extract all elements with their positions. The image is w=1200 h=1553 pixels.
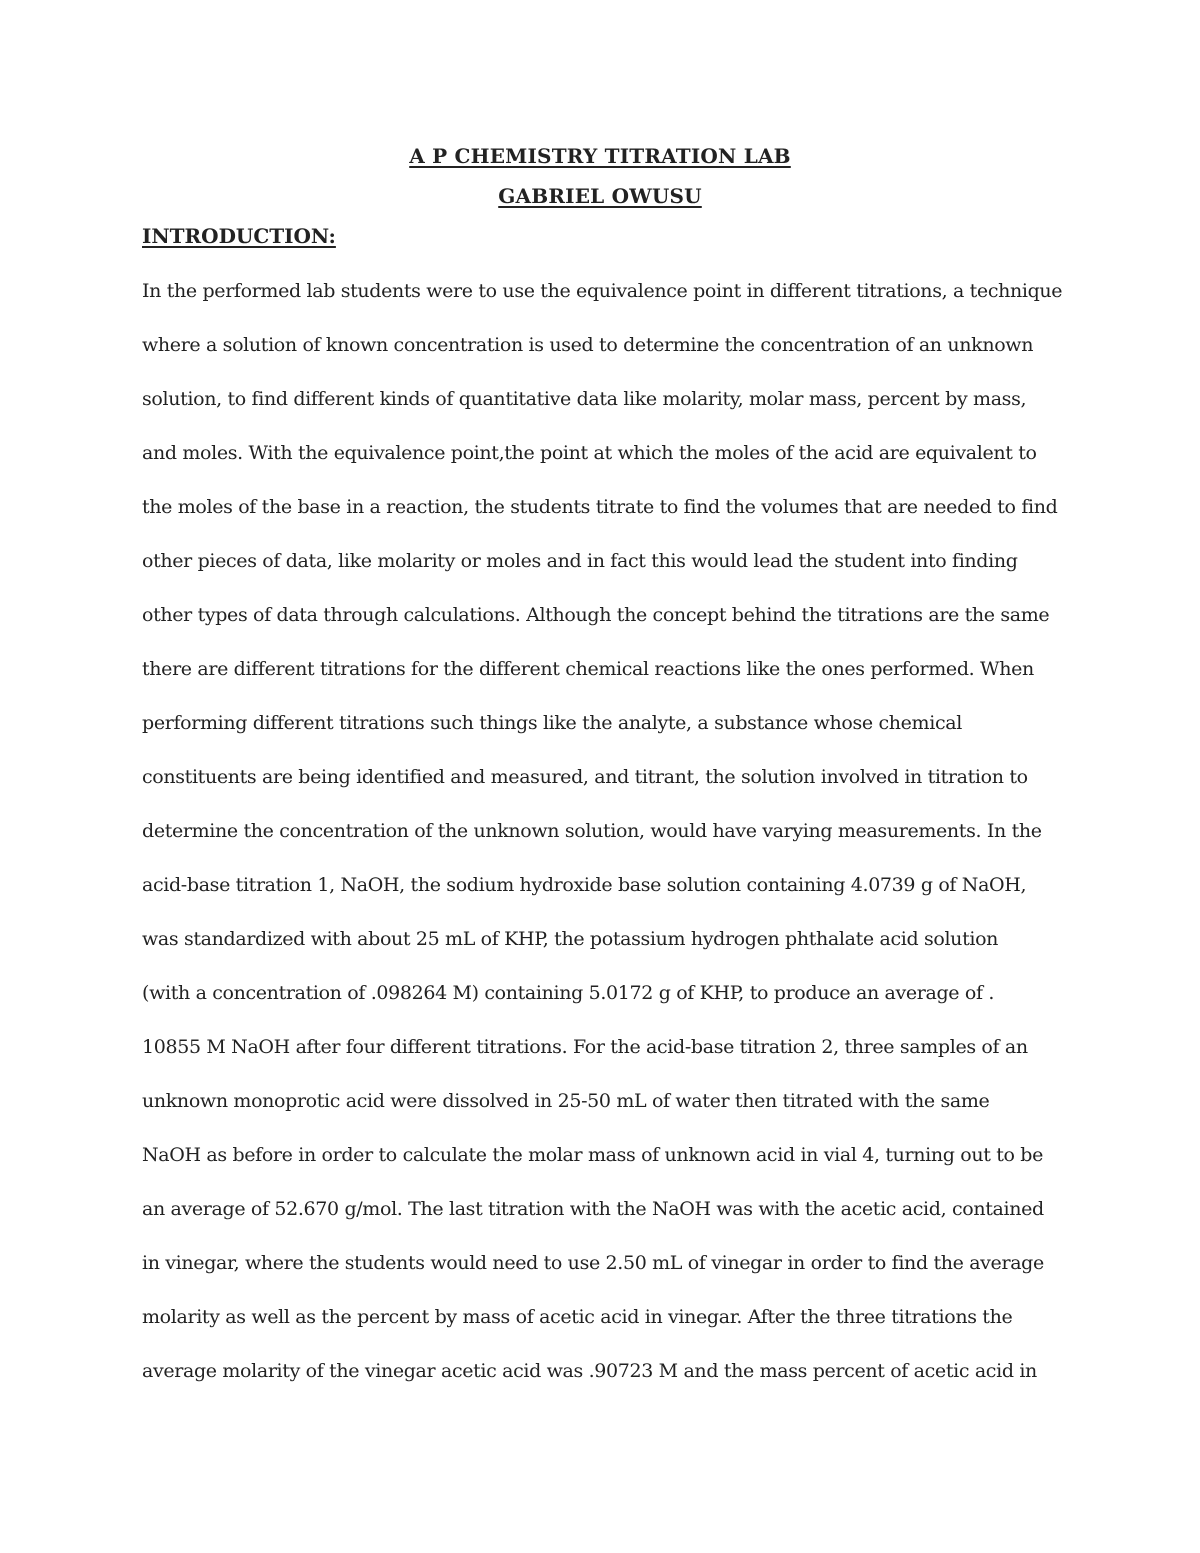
section-heading-introduction: INTRODUCTION:	[142, 224, 336, 248]
body-text-line: where a solution of known concentration is used to determine the concentration of an unknown	[142, 334, 1034, 356]
body-text-line: solution, to find different kinds of quantitative data like molarity, molar mass, percent by mass,	[142, 388, 1027, 410]
body-text-line: (with a concentration of .098264 M) containing 5.0172 g of KHP, to produce an average of .	[142, 982, 995, 1004]
body-text-line: and moles. With the equivalence point,the point at which the moles of the acid are equivalent to	[142, 442, 1037, 464]
document-title: A P CHEMISTRY TITRATION LAB	[409, 144, 791, 168]
body-text-line: the moles of the base in a reaction, the students titrate to find the volumes that are needed to find	[142, 496, 1058, 518]
body-text-line: determine the concentration of the unknown solution, would have varying measurements. In the	[142, 820, 1042, 842]
introduction-body	[142, 276, 1072, 1410]
body-text-line: acid-base titration 1, NaOH, the sodium hydroxide base solution containing 4.0739 g of NaOH,	[142, 874, 1027, 896]
body-text-line: other pieces of data, like molarity or moles and in fact this would lead the student into finding	[142, 550, 1018, 572]
body-text-line: constituents are being identified and measured, and titrant, the solution involved in titration to	[142, 766, 1028, 788]
body-text-line: unknown monoprotic acid were dissolved in 25-50 mL of water then titrated with the same	[142, 1090, 990, 1112]
body-text-line: performing different titrations such things like the analyte, a substance whose chemical	[142, 712, 962, 734]
body-text-line: molarity as well as the percent by mass of acetic acid in vinegar. After the three titrations the	[142, 1306, 1013, 1328]
body-text-line: 10855 M NaOH after four different titrations. For the acid-base titration 2, three samples of an	[142, 1036, 1028, 1058]
author-name: GABRIEL OWUSU	[498, 184, 702, 208]
body-text-line: in vinegar, where the students would need to use 2.50 mL of vinegar in order to find the average	[142, 1252, 1044, 1274]
body-text-line: an average of 52.670 g/mol. The last titration with the NaOH was with the acetic acid, contained	[142, 1198, 1044, 1220]
body-text-line: there are different titrations for the different chemical reactions like the ones performed. When	[142, 658, 1034, 680]
body-text-line: In the performed lab students were to use the equivalence point in different titrations, a technique	[142, 280, 1063, 302]
body-text-line: other types of data through calculations. Although the concept behind the titrations are the same	[142, 604, 1050, 626]
body-text-line: NaOH as before in order to calculate the molar mass of unknown acid in vial 4, turning out to be	[142, 1144, 1044, 1166]
body-text-line: was standardized with about 25 mL of KHP, the potassium hydrogen phthalate acid solution	[142, 928, 999, 950]
body-text-line: average molarity of the vinegar acetic acid was .90723 M and the mass percent of acetic acid in	[142, 1360, 1037, 1382]
